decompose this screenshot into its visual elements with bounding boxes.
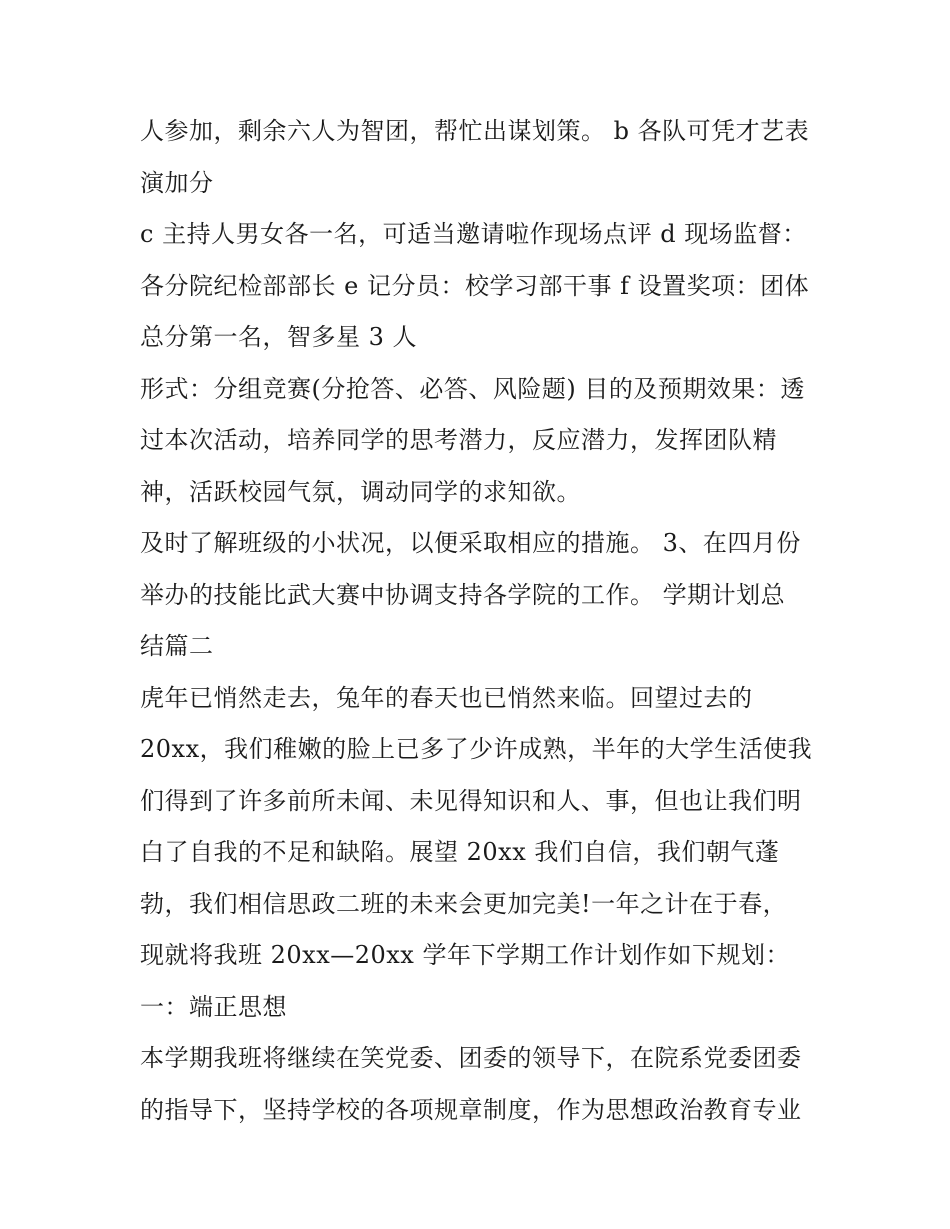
text-line: 总分第一名，智多星 3 人 <box>140 323 418 351</box>
text-line: 勃，我们相信思政二班的未来会更加完美!一年之计在于春， <box>140 889 788 918</box>
text-line: 现就将我班 20xx—20xx 学年下学期工作计划作如下规划： <box>140 941 790 969</box>
text-line: 们得到了许多前所未闻、未见得知识和人、事，但也让我们明 <box>140 786 802 815</box>
text-line: 虎年已悄然走去，兔年的春天也已悄然来临。回望过去的 <box>140 683 753 712</box>
text-line: 及时了解班级的小状况，以便采取相应的措施。 3、在四月份 <box>140 529 801 557</box>
text-line: 的指导下，坚持学校的各项规章制度，作为思想政治教育专业 <box>140 1095 802 1124</box>
text-line: 举办的技能比武大赛中协调支持各学院的工作。 学期计划总 <box>140 580 786 609</box>
text-line: 过本次活动，培养同学的思考潜力，反应潜力，发挥团队精 <box>140 426 777 454</box>
text-line: 白了自我的不足和缺陷。展望 20xx 我们自信，我们朝气蓬 <box>140 838 780 866</box>
text-line: 人参加，剩余六人为智团，帮忙出谋划策。 b 各队可凭才艺表 <box>140 117 810 145</box>
text-line: 20xx，我们稚嫩的脸上已多了少许成熟，半年的大学生活使我 <box>140 735 813 763</box>
text-line: c 主持人男女各一名，可适当邀请啦作现场点评 d 现场监督： <box>140 220 807 248</box>
body-text <box>140 106 820 1136</box>
text-line: 结篇二 <box>140 632 214 660</box>
text-line: 各分院纪检部部长 e 记分员：校学习部干事 f 设置奖项：团体 <box>140 271 810 300</box>
text-line: 本学期我班将继续在笑党委、团委的领导下，在院系党委团委 <box>140 1044 802 1072</box>
text-line: 形式：分组竞赛(分抢答、必答、风险题) 目的及预期效果：透 <box>140 374 805 403</box>
text-line: 演加分 <box>140 168 214 197</box>
text-line: 神，活跃校园气氛，调动同学的求知欲。 <box>140 477 581 506</box>
section-heading: 一：端正思想 <box>140 992 287 1021</box>
